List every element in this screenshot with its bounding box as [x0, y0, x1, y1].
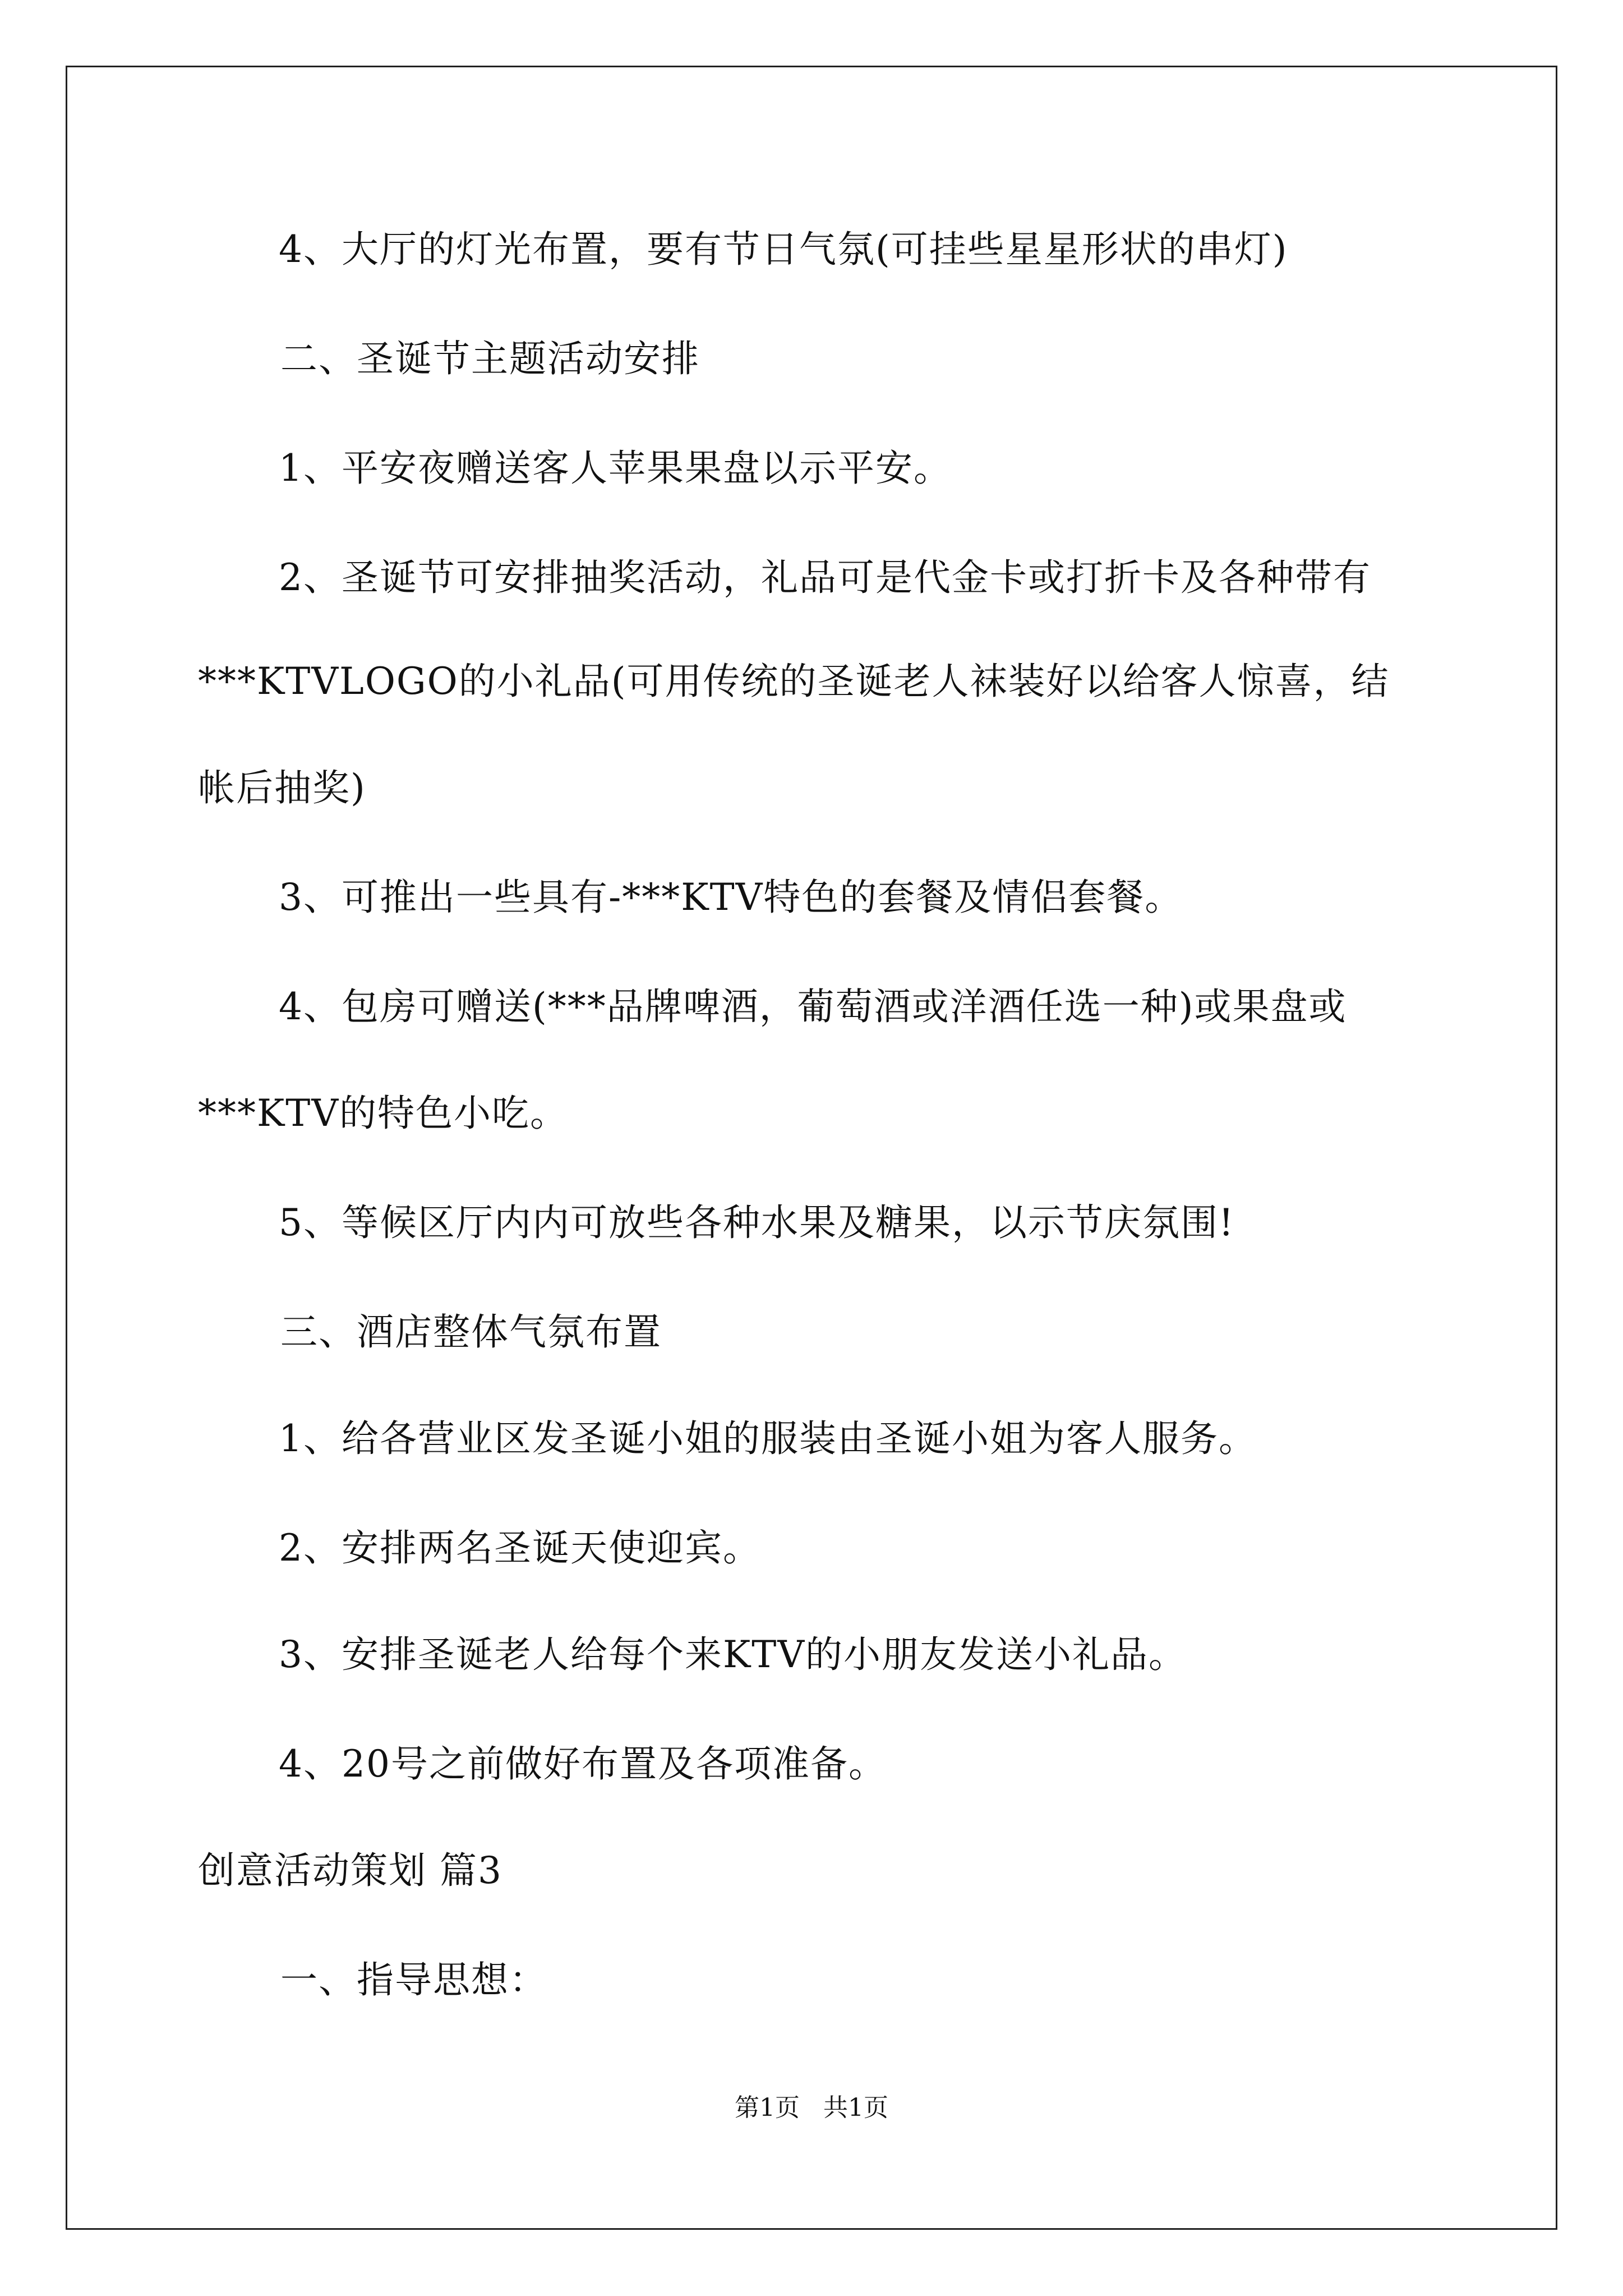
paragraph-line: 4、大厅的灯光布置，要有节日气氛(可挂些星星形状的串灯) [279, 228, 1288, 271]
paragraph-line: 2、安排两名圣诞天使迎宾。 [279, 1526, 761, 1570]
page-footer: 第1页 共1页 [735, 2093, 888, 2122]
section-heading: 三、酒店整体气氛布置 [280, 1310, 662, 1354]
paragraph-line: 4、包房可赠送(***品牌啤酒，葡萄酒或洋酒任选一种)或果盘或 [279, 985, 1347, 1028]
paragraph-line: 4、20号之前做好布置及各项准备。 [279, 1742, 887, 1786]
section-heading: 二、圣诞节主题活动安排 [280, 337, 700, 380]
paragraph-line: 3、可推出一些具有-***KTV特色的套餐及情侣套餐。 [279, 876, 1183, 919]
paragraph-line: ***KTVLOGO的小礼品(可用传统的圣诞老人袜装好以给客人惊喜，结 [198, 660, 1390, 703]
paragraph-line: 2、圣诞节可安排抽奖活动，礼品可是代金卡或打折卡及各种带有 [279, 556, 1371, 599]
paragraph-line: 帐后抽奖) [198, 766, 366, 809]
paragraph-line: ***KTV的特色小吃。 [198, 1092, 568, 1135]
paragraph-line: 1、给各营业区发圣诞小姐的服装由圣诞小姐为客人服务。 [279, 1417, 1257, 1460]
article-title: 创意活动策划 篇3 [198, 1849, 502, 1892]
paragraph-line: 3、安排圣诞老人给每个来KTV的小朋友发送小礼品。 [279, 1633, 1187, 1676]
page-border [66, 66, 1557, 2230]
paragraph-line: 5、等候区厅内内可放些各种水果及糖果，以示节庆氛围! [279, 1201, 1235, 1244]
section-heading: 一、指导思想： [280, 1958, 547, 2001]
paragraph-line: 1、平安夜赠送客人苹果果盘以示平安。 [279, 447, 952, 490]
